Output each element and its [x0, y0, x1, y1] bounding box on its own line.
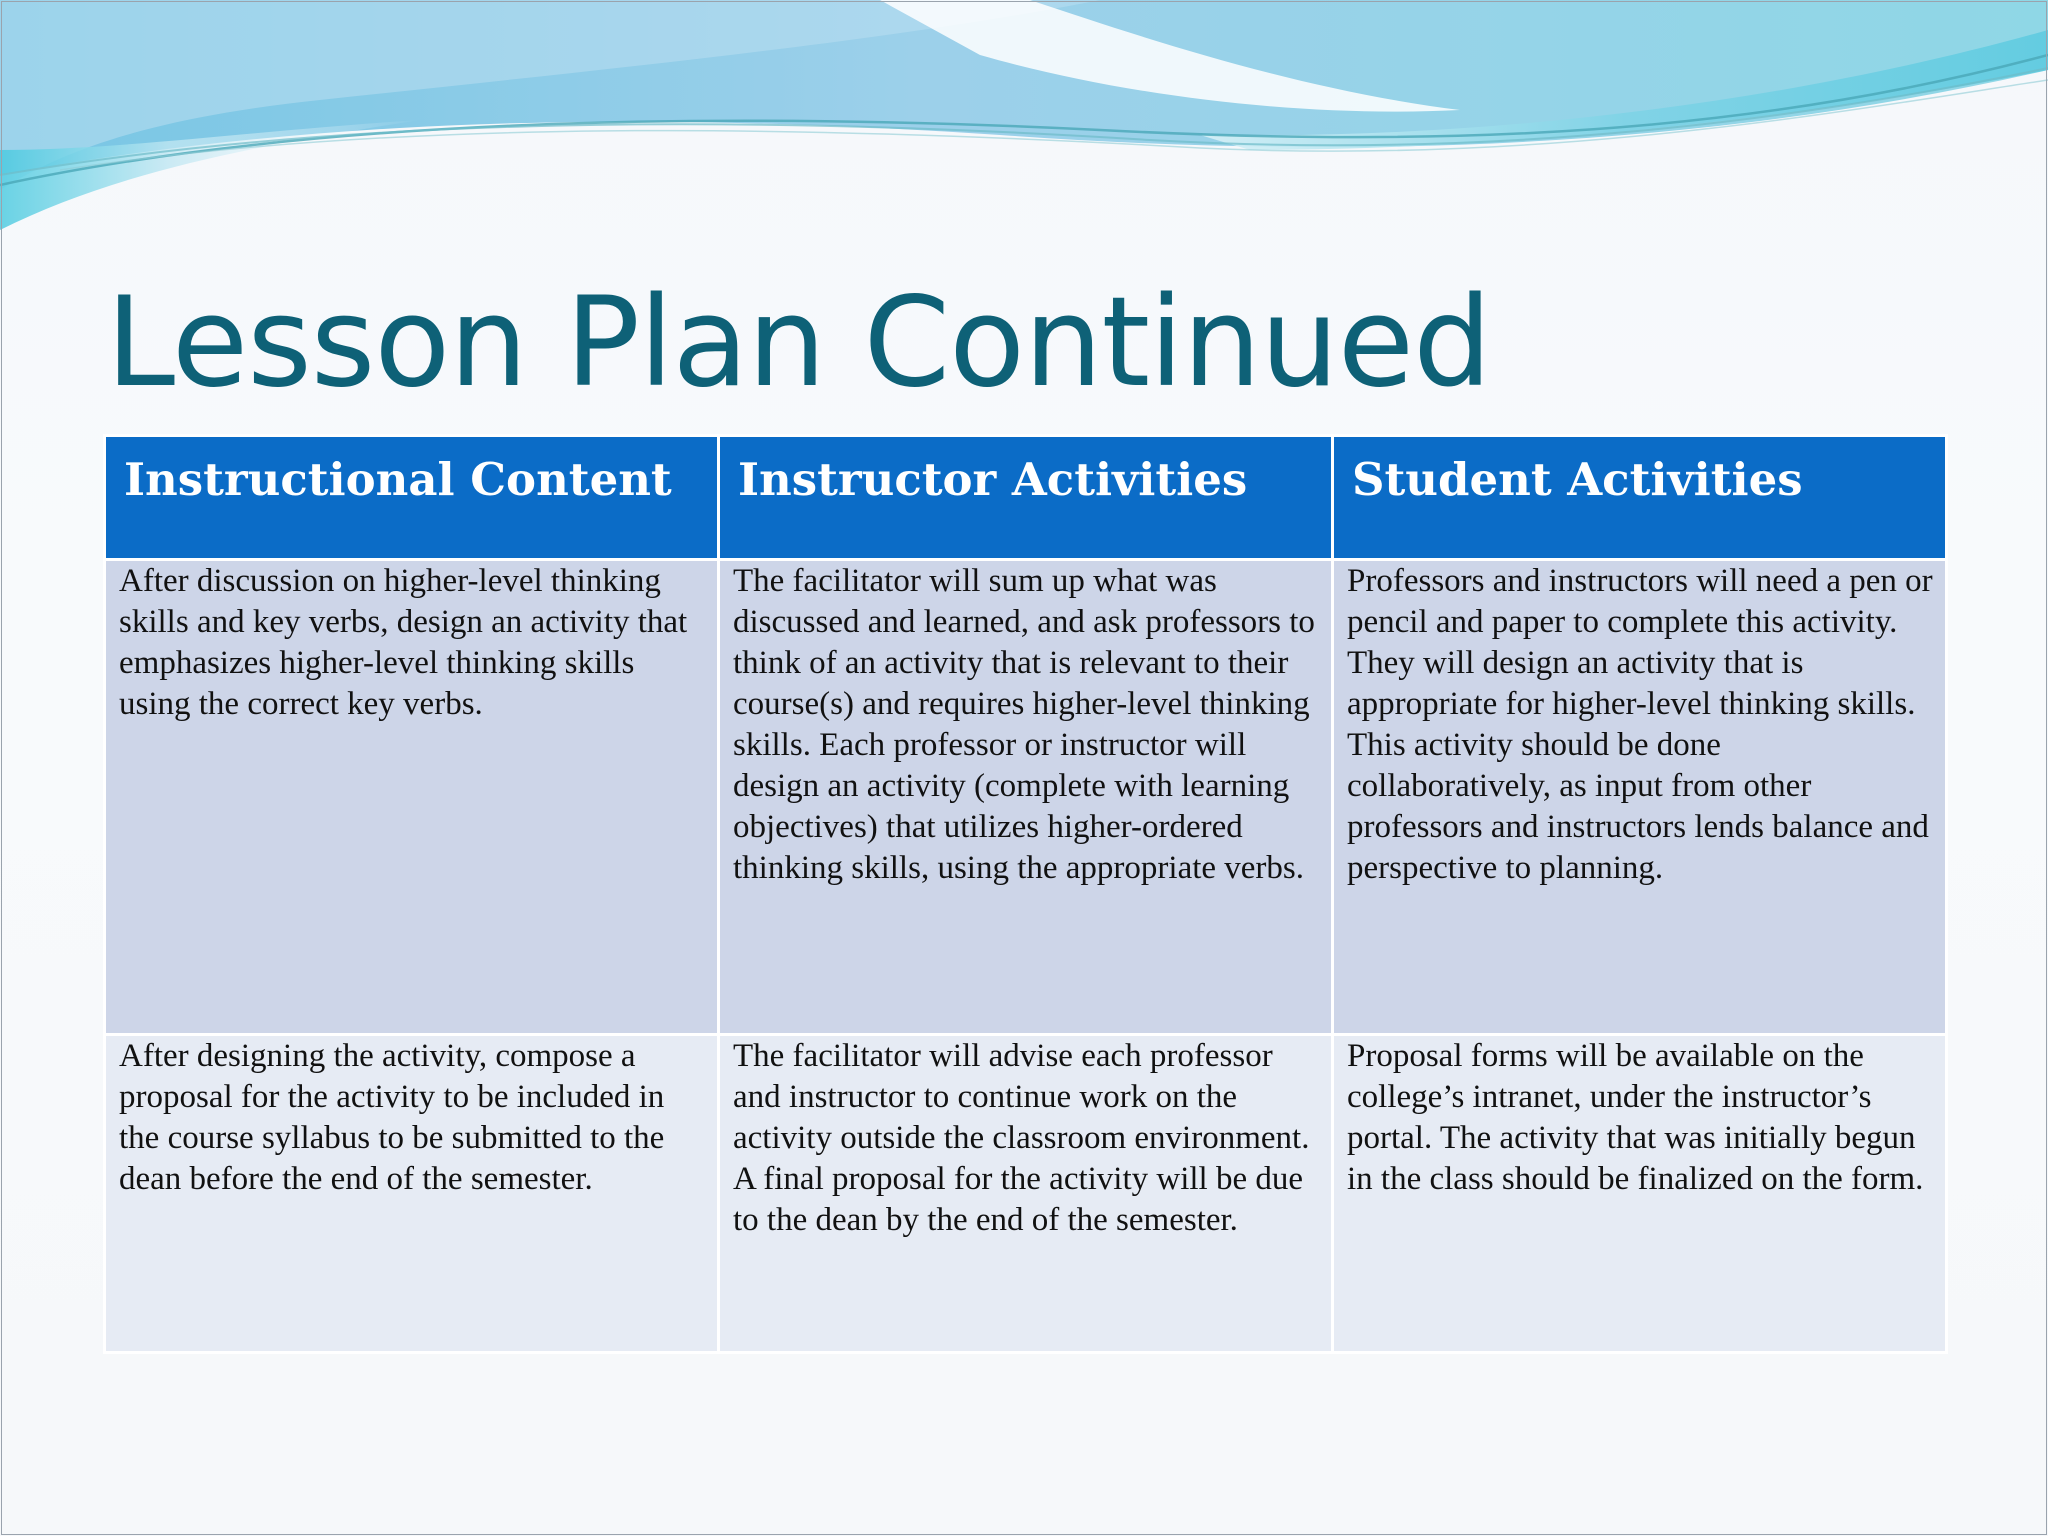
lesson-plan-table	[103, 434, 1948, 1354]
table-cell	[1333, 1035, 1947, 1353]
cell-text: The facilitator will advise each professor and instructor to continue work on the activity outside the classroom environment. A final proposal for the activity will be due to the dean by the end of the semester.	[733, 1038, 1310, 1238]
cell-text: Proposal forms will be available on the college’s intranet, under the instructor’s portal. The activity that was initially begun in the class should be finalized on the form.	[1347, 1038, 1924, 1197]
header-instructor-activities: Instructor Activities	[719, 436, 1333, 560]
cell-text: After designing the activity, compose a proposal for the activity to be included in the course syllabus to be submitted to the dean before the end of the semester.	[119, 1038, 665, 1197]
slide-title: Lesson Plan Continued	[106, 271, 1491, 415]
table-cell	[719, 1035, 1333, 1353]
cell-text: Professors and instructors will need a pen or pencil and paper to complete this activity. They will design an activity that is appropriate for higher-level thinking skills. This activity should be done collaboratively, as input from other professors and instructors lends balance and perspective to planning.	[1347, 563, 1933, 886]
table-cell	[105, 560, 719, 1035]
header-student-activities: Student Activities	[1333, 436, 1947, 560]
table-cell	[105, 1035, 719, 1353]
table-row	[105, 1035, 1947, 1353]
table-cell	[719, 560, 1333, 1035]
table-row	[105, 560, 1947, 1035]
table-header-row	[105, 436, 1947, 560]
header-wave-decoration	[0, 0, 2048, 260]
cell-text: After discussion on higher-level thinking skills and key verbs, design an activity that emphasizes higher-level thinking skills using the correct key verbs.	[119, 563, 688, 722]
header-instructional-content: Instructional Content	[105, 436, 719, 560]
table-cell	[1333, 560, 1947, 1035]
cell-text: The facilitator will sum up what was discussed and learned, and ask professors to think of an activity that is relevant to their course(s) and requires higher-level thinking skills. Each professor or instructor will design an activity (complete with learning objectives) that utilizes higher-ordered thinking skills, using the appropriate verbs.	[733, 563, 1315, 886]
